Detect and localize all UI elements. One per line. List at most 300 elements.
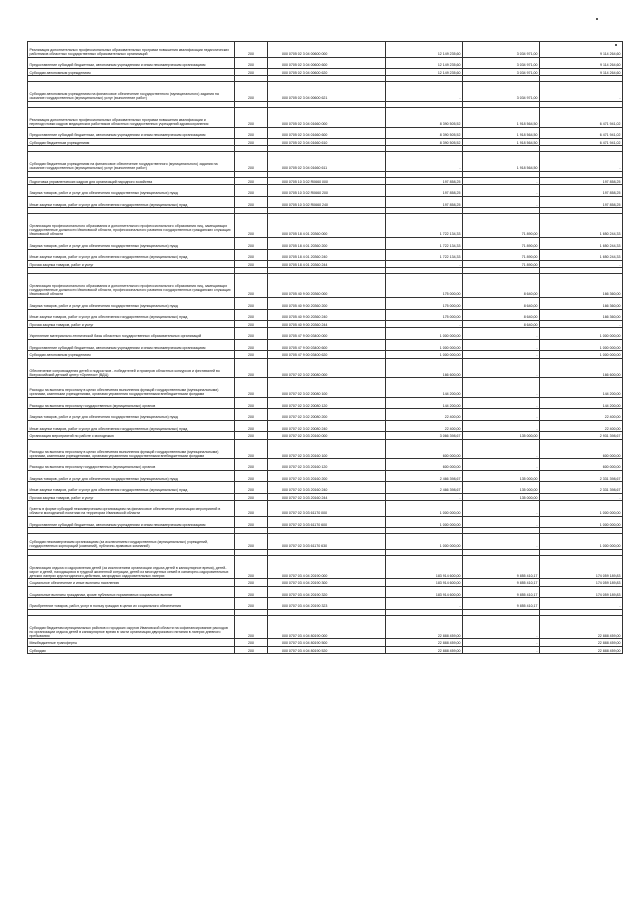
row-approved-amount: 8 390 505,52	[386, 127, 463, 138]
row-executed-amount: 1 918 564,50	[463, 107, 540, 127]
row-admin-code: 200	[235, 196, 268, 207]
row-name: Иные закупки товаров, работ и услуг для обеспечения государственных (муниципальных) нужд	[28, 249, 235, 260]
row-budget-code: 000 0707 02 3 03 61170 600	[268, 516, 386, 527]
table-row	[28, 586, 623, 597]
row-admin-code: 200	[235, 501, 268, 517]
row-unexecuted-amount: 144 200,00	[540, 397, 623, 408]
row-admin-code: 200	[235, 107, 268, 127]
row-approved-amount: 22 888 459,00	[386, 646, 463, 653]
table-row	[28, 339, 623, 350]
row-name: Социальное обеспечение и иные выплаты населению	[28, 579, 235, 586]
row-name: Расходы на выплаты персоналу в целях обеспечения выполнения функций государственными (муниципальными) органами, казенными учреждениями, органами управления государственными внебюджетными фондами	[28, 378, 235, 398]
row-budget-code: 000 0707 02 3 03 61170 000	[268, 501, 386, 517]
row-name: Субсидии бюджетным учреждениям на финансовое обеспечение государственного (муниципального) задания на оказание государственных (муниципальных) услуг (выполнение работ)	[28, 152, 235, 172]
row-name: Прочая закупка товаров, работ и услуг	[28, 260, 235, 267]
row-budget-code: 000 0705 47 9 00 03400 000	[268, 328, 386, 339]
row-executed-amount: 3 034 971,00	[463, 42, 540, 58]
row-approved-amount: -	[386, 598, 463, 609]
row-approved-amount: 183 914 600,00	[386, 579, 463, 586]
row-budget-code: 000 0707 02 3 02 20080 240	[268, 420, 386, 431]
table-row	[28, 328, 623, 339]
row-approved-amount: 22 400,00	[386, 409, 463, 420]
row-name: Субсидии автономным учреждениям	[28, 69, 235, 76]
row-unexecuted-amount: -	[540, 598, 623, 609]
table-row	[28, 274, 623, 298]
row-budget-code: 000 0705 02 3 04 00600 600	[268, 57, 386, 68]
table-row	[28, 69, 623, 76]
table-row	[28, 432, 623, 439]
row-budget-code: 000 0705 02 3 04 01660 610	[268, 139, 386, 146]
row-executed-amount: -	[463, 459, 540, 470]
budget-table-body	[28, 42, 623, 654]
table-row	[28, 579, 623, 586]
row-executed-amount: 3 034 971,00	[463, 69, 540, 76]
row-approved-amount: 12 149 235,60	[386, 69, 463, 76]
row-name: Иные закупки товаров, работ и услуг для обеспечения государственных (муниципальных) нужд	[28, 309, 235, 320]
row-executed-amount: -	[463, 339, 540, 350]
row-budget-code: 000 0707 03 4 04 80190 500	[268, 639, 386, 646]
row-approved-amount: 197 858,25	[386, 178, 463, 185]
row-budget-code: 000 0707 03 4 04 20190 320	[268, 586, 386, 597]
row-unexecuted-amount: 1 000 000,00	[540, 516, 623, 527]
row-unexecuted-amount: 2 931 398,67	[540, 432, 623, 439]
row-admin-code: 200	[235, 127, 268, 138]
row-admin-code: 200	[235, 185, 268, 196]
table-row	[28, 420, 623, 431]
row-budget-code: 000 0705 02 3 04 01660 600	[268, 127, 386, 138]
row-admin-code: 200	[235, 358, 268, 378]
row-budget-code: 000 0705 18 4 01 20360 000	[268, 214, 386, 238]
scan-speck-2	[615, 44, 617, 46]
row-admin-code: 200	[235, 178, 268, 185]
row-budget-code: 000 0705 18 4 01 20360 244	[268, 260, 386, 267]
table-row	[28, 214, 623, 238]
row-name: Субсидии автономным учреждениям	[28, 351, 235, 358]
row-unexecuted-amount: 22 888 459,00	[540, 646, 623, 653]
row-unexecuted-amount: 9 114 264,60	[540, 69, 623, 76]
table-row	[28, 493, 623, 500]
row-name: Организация отдыха и оздоровления детей (за исключением организации отдыха детей в каникулярное время), детей-сирот и детей, находящихся в трудной жизненной ситуации, детей из многодетных семей в санаторно-оздоровительных детских лагерях круглогодичного действия, загородных оздоровительных лагерях	[28, 555, 235, 579]
row-budget-code: 000 0707 02 3 03 61170 630	[268, 534, 386, 550]
row-admin-code: 200	[235, 470, 268, 481]
row-unexecuted-amount: 600 000,00	[540, 459, 623, 470]
row-name: Закупка товаров, работ и услуг для обеспечения государственных (муниципальных) нужд	[28, 238, 235, 249]
row-executed-amount: 71 890,00	[463, 249, 540, 260]
row-name: Прочая закупка товаров, работ и услуг	[28, 320, 235, 327]
row-admin-code: 200	[235, 82, 268, 102]
row-name: Организация профессионального образования и дополнительного профессионального образования лиц, замещающих государственные должности Ивановской области, профессионального развития государственных гражданских служащих Ивановской области	[28, 214, 235, 238]
row-admin-code: 200	[235, 420, 268, 431]
table-row	[28, 185, 623, 196]
row-unexecuted-amount: -	[540, 82, 623, 102]
row-approved-amount: 175 000,00	[386, 274, 463, 298]
row-executed-amount: 3 034 971,00	[463, 82, 540, 102]
table-row	[28, 534, 623, 550]
row-executed-amount: -	[463, 501, 540, 517]
row-executed-amount: 3 034 971,00	[463, 57, 540, 68]
table-row	[28, 298, 623, 309]
row-admin-code: 200	[235, 42, 268, 58]
row-admin-code: 200	[235, 139, 268, 146]
row-admin-code: 200	[235, 615, 268, 639]
budget-table	[27, 41, 623, 654]
row-approved-amount: 144 200,00	[386, 378, 463, 398]
row-budget-code: 000 0707 02 3 02 20080 100	[268, 378, 386, 398]
table-row	[28, 598, 623, 609]
row-name: Предоставление субсидий бюджетным, автономным учреждениям и иным некоммерческим организациям	[28, 516, 235, 527]
row-approved-amount: 144 200,00	[386, 397, 463, 408]
row-unexecuted-amount: 6 471 941,02	[540, 139, 623, 146]
row-executed-amount: -	[463, 439, 540, 459]
row-executed-amount: 1 918 564,50	[463, 139, 540, 146]
table-row	[28, 152, 623, 172]
row-admin-code: 200	[235, 409, 268, 420]
row-budget-code: 000 0705 47 9 00 03400 600	[268, 339, 386, 350]
row-approved-amount: 1 722 134,33	[386, 214, 463, 238]
row-approved-amount: 1 000 000,00	[386, 351, 463, 358]
row-approved-amount: 12 149 235,60	[386, 57, 463, 68]
row-unexecuted-amount: 2 331 398,67	[540, 482, 623, 493]
table-row	[28, 516, 623, 527]
table-row	[28, 196, 623, 207]
table-row	[28, 555, 623, 579]
row-name: Иные закупки товаров, работ и услуг для обеспечения государственных (муниципальных) нужд	[28, 420, 235, 431]
row-admin-code: 200	[235, 249, 268, 260]
row-unexecuted-amount: 1 000 000,00	[540, 501, 623, 517]
row-executed-amount: -	[463, 351, 540, 358]
table-row	[28, 82, 623, 102]
row-name: Закупка товаров, работ и услуг для обеспечения государственных (муниципальных) нужд	[28, 470, 235, 481]
row-budget-code: 000 0705 40 9 00 20360 000	[268, 274, 386, 298]
row-admin-code: 200	[235, 152, 268, 172]
table-row	[28, 238, 623, 249]
row-admin-code: 200	[235, 339, 268, 350]
row-budget-code: 000 0707 02 3 02 20080 200	[268, 409, 386, 420]
row-admin-code: 200	[235, 439, 268, 459]
table-row	[28, 351, 623, 358]
row-name: Обеспечение сопровождения детей и подростков - победителей и призеров областных конкурсов и фестивалей во Всероссийский детский центр «Орленок» (ВДЦ)	[28, 358, 235, 378]
row-approved-amount: 1 000 000,00	[386, 516, 463, 527]
row-name: Предоставление субсидий бюджетным, автономным учреждениям и иным некоммерческим организациям	[28, 127, 235, 138]
row-executed-amount: 8 640,00	[463, 274, 540, 298]
table-row	[28, 57, 623, 68]
row-budget-code: 000 0707 02 3 03 20160 100	[268, 439, 386, 459]
row-unexecuted-amount: 166 360,00	[540, 274, 623, 298]
row-name: Организация мероприятий по работе с молодежью	[28, 432, 235, 439]
row-name: Межбюджетные трансферты	[28, 639, 235, 646]
row-budget-code: 000 0705 18 4 01 20360 200	[268, 238, 386, 249]
row-unexecuted-amount: 22 888 459,00	[540, 639, 623, 646]
table-row	[28, 260, 623, 267]
row-executed-amount: -	[463, 646, 540, 653]
row-approved-amount: 197 858,25	[386, 185, 463, 196]
table-row	[28, 482, 623, 493]
row-budget-code: 000 0705 40 9 00 20360 200	[268, 298, 386, 309]
row-unexecuted-amount: 9 114 264,60	[540, 57, 623, 68]
row-executed-amount: 1 918 564,50	[463, 127, 540, 138]
row-approved-amount: 1 722 134,33	[386, 238, 463, 249]
row-budget-code: 000 0705 47 9 00 03400 620	[268, 351, 386, 358]
table-row	[28, 42, 623, 58]
row-name: Закупка товаров, работ и услуг для обеспечения государственных (муниципальных) нужд	[28, 185, 235, 196]
row-unexecuted-amount: -	[540, 260, 623, 267]
table-row	[28, 397, 623, 408]
row-executed-amount: -	[463, 409, 540, 420]
row-executed-amount: -	[463, 196, 540, 207]
row-name: Прочая закупка товаров, работ и услуг	[28, 493, 235, 500]
row-admin-code: 200	[235, 482, 268, 493]
row-budget-code: 000 0707 02 3 02 20080 120	[268, 397, 386, 408]
row-executed-amount: -	[463, 397, 540, 408]
row-approved-amount: 12 149 235,60	[386, 42, 463, 58]
row-approved-amount: 600 000,00	[386, 459, 463, 470]
row-approved-amount: 197 858,25	[386, 196, 463, 207]
row-name: Организация профессионального образования и дополнительного профессионального образования лиц, замещающих государственные должности Ивановской области, профессионального развития государственных гражданских служащих Ивановской области	[28, 274, 235, 298]
row-budget-code: 000 0705 02 3 04 00600 621	[268, 82, 386, 102]
row-executed-amount: -	[463, 185, 540, 196]
table-row	[28, 501, 623, 517]
row-executed-amount: 71 890,00	[463, 214, 540, 238]
row-name: Субсидии некоммерческим организациям (за исключением государственных (муниципальных) учреждений, государственных корпораций (компаний), публично-правовых компаний)	[28, 534, 235, 550]
row-budget-code: 000 0705 02 3 04 01660 000	[268, 107, 386, 127]
row-executed-amount: 71 890,00	[463, 260, 540, 267]
row-unexecuted-amount: 1 650 244,33	[540, 238, 623, 249]
row-unexecuted-amount: -	[540, 152, 623, 172]
row-unexecuted-amount: 1 000 000,00	[540, 351, 623, 358]
row-approved-amount: 183 914 600,00	[386, 555, 463, 579]
row-approved-amount: 183 914 600,00	[386, 586, 463, 597]
row-executed-amount: 9 855 410,17	[463, 586, 540, 597]
row-unexecuted-amount: 22 888 459,00	[540, 615, 623, 639]
row-admin-code: 200	[235, 397, 268, 408]
table-row	[28, 309, 623, 320]
row-name: Реализация дополнительных профессиональных образовательных программ повышения квалификации и переподготовки кадров медицинских работников областных государственных учреждений здравоохранения	[28, 107, 235, 127]
row-admin-code: 200	[235, 320, 268, 327]
row-executed-amount: -	[463, 534, 540, 550]
row-budget-code: 000 0707 02 3 02 20080 000	[268, 358, 386, 378]
table-row	[28, 639, 623, 646]
row-name: Гранты в форме субсидий некоммерческим организациям на финансовое обеспечение реализации мероприятий в области молодежной политики на территории Ивановской области	[28, 501, 235, 517]
row-admin-code: 200	[235, 639, 268, 646]
row-executed-amount: -	[463, 378, 540, 398]
row-executed-amount: 135 000,00	[463, 470, 540, 481]
row-executed-amount: -	[463, 639, 540, 646]
row-budget-code: 000 0707 03 4 04 20190 000	[268, 555, 386, 579]
row-approved-amount: 2 466 398,67	[386, 482, 463, 493]
row-budget-code: 000 0707 03 4 04 20190 300	[268, 579, 386, 586]
row-admin-code: 200	[235, 579, 268, 586]
row-name: Иные закупки товаров, работ и услуг для обеспечения государственных (муниципальных) нужд	[28, 482, 235, 493]
row-name: Субсидии автономным учреждениям на финансовое обеспечение государственного (муниципального) задания на оказание государственных (муниципальных) услуг (выполнение работ)	[28, 82, 235, 102]
row-unexecuted-amount: 166 360,00	[540, 309, 623, 320]
row-name: Закупка товаров, работ и услуг для обеспечения государственных (муниципальных) нужд	[28, 409, 235, 420]
table-row	[28, 249, 623, 260]
row-budget-code: 000 0705 40 9 00 20360 240	[268, 309, 386, 320]
row-name: Подготовка управленческих кадров для организаций народного хозяйства	[28, 178, 235, 185]
row-approved-amount: 22 888 459,00	[386, 639, 463, 646]
row-name: Расходы на выплаты персоналу государственных (муниципальных) органов	[28, 397, 235, 408]
row-budget-code: 000 0705 18 4 01 20360 240	[268, 249, 386, 260]
row-name: Расходы на выплаты персоналу государственных (муниципальных) органов	[28, 459, 235, 470]
row-approved-amount: 1 000 000,00	[386, 534, 463, 550]
row-budget-code: 000 0705 02 3 04 00600 000	[268, 42, 386, 58]
row-unexecuted-amount: 197 858,25	[540, 185, 623, 196]
row-unexecuted-amount: 174 059 189,83	[540, 555, 623, 579]
row-name: Субсидии бюджетам муниципальных районов и городских округов Ивановской области на софинансирование расходов по организации отдыха детей в каникулярное время в части организации двухразового питания в лагерях дневного пребывания	[28, 615, 235, 639]
row-unexecuted-amount: 22 400,00	[540, 409, 623, 420]
row-admin-code: 200	[235, 274, 268, 298]
table-row	[28, 459, 623, 470]
row-unexecuted-amount: 6 471 941,02	[540, 127, 623, 138]
row-admin-code: 200	[235, 260, 268, 267]
table-row	[28, 470, 623, 481]
row-admin-code: 200	[235, 586, 268, 597]
row-name: Реализация дополнительных профессиональных образовательных программ повышения квалификации педагогических работников областных государственных образовательных организаций	[28, 42, 235, 58]
budget-sheet	[27, 41, 622, 654]
row-approved-amount: 166 600,00	[386, 358, 463, 378]
row-executed-amount: 8 640,00	[463, 309, 540, 320]
row-approved-amount: 8 390 505,52	[386, 107, 463, 127]
row-budget-code: 000 0705 10 3 02 R0660 240	[268, 196, 386, 207]
row-approved-amount: 1 722 134,33	[386, 249, 463, 260]
row-unexecuted-amount: 1 650 244,33	[540, 214, 623, 238]
row-admin-code: 200	[235, 57, 268, 68]
table-row	[28, 646, 623, 653]
row-budget-code: 000 0705 40 9 00 20360 244	[268, 320, 386, 327]
row-unexecuted-amount: 1 000 000,00	[540, 339, 623, 350]
table-row	[28, 378, 623, 398]
row-unexecuted-amount: 174 059 189,83	[540, 586, 623, 597]
row-unexecuted-amount: 166 600,00	[540, 358, 623, 378]
row-budget-code: 000 0707 02 3 03 20160 244	[268, 493, 386, 500]
row-unexecuted-amount: 9 114 264,60	[540, 42, 623, 58]
row-name: Субсидии	[28, 646, 235, 653]
row-admin-code: 200	[235, 69, 268, 76]
row-executed-amount: 71 890,00	[463, 238, 540, 249]
row-admin-code: 200	[235, 516, 268, 527]
table-row	[28, 139, 623, 146]
row-unexecuted-amount: 197 858,25	[540, 196, 623, 207]
row-name: Субсидии бюджетным учреждениям	[28, 139, 235, 146]
row-unexecuted-amount: 197 858,25	[540, 178, 623, 185]
row-admin-code: 200	[235, 328, 268, 339]
row-executed-amount: 8 640,00	[463, 320, 540, 327]
row-unexecuted-amount: 166 360,00	[540, 298, 623, 309]
table-row	[28, 127, 623, 138]
row-name: Предоставление субсидий бюджетным, автономным учреждениям и иным некоммерческим организациям	[28, 339, 235, 350]
row-admin-code: 200	[235, 459, 268, 470]
row-admin-code: 200	[235, 214, 268, 238]
row-approved-amount: 2 466 398,67	[386, 470, 463, 481]
table-row	[28, 320, 623, 327]
row-approved-amount: 22 888 459,00	[386, 615, 463, 639]
row-approved-amount: -	[386, 493, 463, 500]
row-admin-code: 200	[235, 309, 268, 320]
table-row	[28, 409, 623, 420]
row-approved-amount: 175 000,00	[386, 309, 463, 320]
row-unexecuted-amount: 1 000 000,00	[540, 328, 623, 339]
row-executed-amount: -	[463, 615, 540, 639]
row-executed-amount: -	[463, 420, 540, 431]
row-budget-code: 000 0707 02 3 03 20160 120	[268, 459, 386, 470]
row-executed-amount: 8 640,00	[463, 298, 540, 309]
row-executed-amount: 1 918 564,50	[463, 152, 540, 172]
row-admin-code: 200	[235, 598, 268, 609]
row-approved-amount: -	[386, 260, 463, 267]
row-unexecuted-amount: 1 650 244,33	[540, 249, 623, 260]
row-executed-amount: 135 000,00	[463, 482, 540, 493]
row-executed-amount: 135 000,00	[463, 493, 540, 500]
row-approved-amount: 175 000,00	[386, 298, 463, 309]
row-unexecuted-amount: 22 400,00	[540, 420, 623, 431]
row-executed-amount: -	[463, 328, 540, 339]
row-executed-amount: -	[463, 178, 540, 185]
row-approved-amount: -	[386, 320, 463, 327]
row-admin-code: 200	[235, 555, 268, 579]
row-executed-amount: -	[463, 516, 540, 527]
row-name: Социальные выплаты гражданам, кроме публичных нормативных социальных выплат	[28, 586, 235, 597]
table-row	[28, 439, 623, 459]
row-unexecuted-amount: -	[540, 320, 623, 327]
row-budget-code: 000 0707 02 3 03 20160 240	[268, 482, 386, 493]
row-admin-code: 200	[235, 378, 268, 398]
row-executed-amount: 135 000,00	[463, 432, 540, 439]
row-name: Расходы на выплаты персоналу в целях обеспечения выполнения функций государственными (муниципальными) органами, казенными учреждениями, органами управления государственными внебюджетными фондами	[28, 439, 235, 459]
table-row	[28, 615, 623, 639]
row-approved-amount: 1 000 000,00	[386, 328, 463, 339]
row-name: Закупка товаров, работ и услуг для обеспечения государственных (муниципальных) нужд	[28, 298, 235, 309]
row-admin-code: 200	[235, 238, 268, 249]
row-admin-code: 200	[235, 493, 268, 500]
row-unexecuted-amount: 144 200,00	[540, 378, 623, 398]
row-budget-code: 000 0707 03 4 04 20190 323	[268, 598, 386, 609]
table-row	[28, 178, 623, 185]
row-approved-amount: 8 390 505,52	[386, 139, 463, 146]
row-executed-amount: 9 855 410,17	[463, 579, 540, 586]
row-budget-code: 000 0707 03 4 04 80190 000	[268, 615, 386, 639]
row-approved-amount: 22 400,00	[386, 420, 463, 431]
row-name: Предоставление субсидий бюджетным, автономным учреждениям и иным некоммерческим организациям	[28, 57, 235, 68]
row-unexecuted-amount: 174 059 189,83	[540, 579, 623, 586]
row-unexecuted-amount: 2 331 398,67	[540, 470, 623, 481]
row-executed-amount: 9 855 410,17	[463, 598, 540, 609]
row-unexecuted-amount: 1 000 000,00	[540, 534, 623, 550]
row-admin-code: 200	[235, 298, 268, 309]
row-executed-amount: 9 855 410,17	[463, 555, 540, 579]
row-admin-code: 200	[235, 432, 268, 439]
row-unexecuted-amount: -	[540, 493, 623, 500]
row-approved-amount: 1 000 000,00	[386, 339, 463, 350]
row-admin-code: 200	[235, 646, 268, 653]
row-budget-code: 000 0705 02 3 04 00600 620	[268, 69, 386, 76]
row-approved-amount: 600 000,00	[386, 439, 463, 459]
row-unexecuted-amount: 600 000,00	[540, 439, 623, 459]
table-row	[28, 358, 623, 378]
row-budget-code: 000 0705 10 3 02 R0660 200	[268, 185, 386, 196]
row-name: Иные закупки товаров, работ и услуг для обеспечения государственных (муниципальных) нужд	[28, 196, 235, 207]
row-approved-amount: 3 066 398,67	[386, 432, 463, 439]
scan-speck-1	[596, 18, 598, 20]
row-budget-code: 000 0705 10 3 02 R0660 000	[268, 178, 386, 185]
row-budget-code: 000 0707 03 4 04 80190 520	[268, 646, 386, 653]
row-approved-amount: -	[386, 82, 463, 102]
table-row	[28, 107, 623, 127]
row-budget-code: 000 0707 02 3 03 20160 200	[268, 470, 386, 481]
row-executed-amount: -	[463, 358, 540, 378]
row-name: Приобретение товаров, работ, услуг в пользу граждан в целях их социального обеспечения	[28, 598, 235, 609]
row-budget-code: 000 0707 02 3 03 20160 000	[268, 432, 386, 439]
row-admin-code: 200	[235, 534, 268, 550]
